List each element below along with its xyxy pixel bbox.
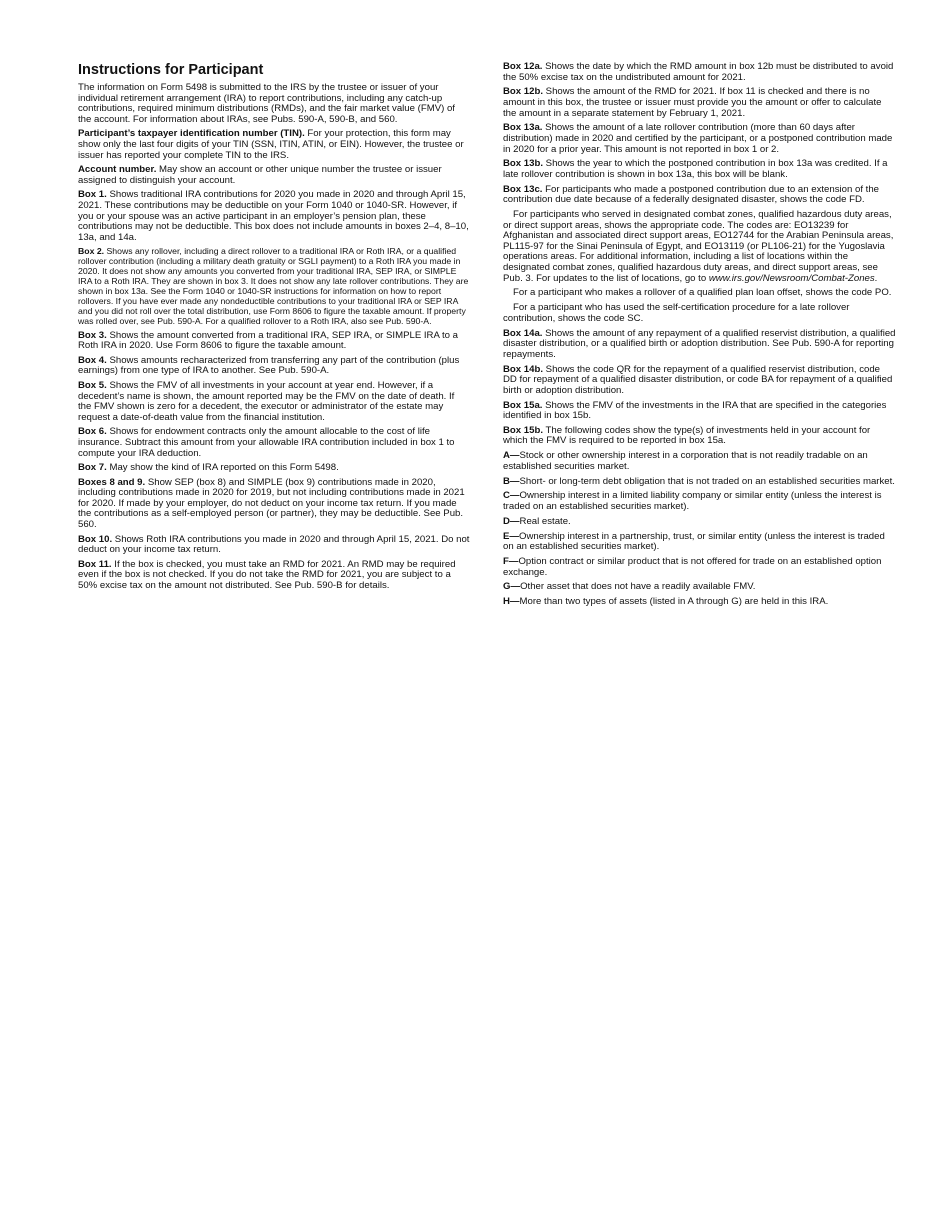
box-11-paragraph: Box 11. If the box is checked, you must take an RMD for 2021. An RMD may be required even if the box is not checked. If you do not take the RMD for 2021, you are subject to a 50% excise tax on the amount not distributed. See Pub. 590-B for details. (78, 558, 456, 592)
code-b-label: B— (503, 475, 520, 487)
account-number-label: Account number. (78, 164, 157, 176)
code-po-paragraph: For a participant who makes a rollover of a qualified plan loan offset, shows the code PO. (513, 287, 892, 299)
box-6-label: Box 6. (78, 426, 107, 438)
code-e-item: E—Ownership interest in a partnership, trust, or similar entity (unless the interest is traded on an established securities market). (503, 530, 885, 553)
code-b-item: B—Short- or long-term debt obligation that is not traded on an established securities market. (503, 475, 895, 487)
code-d-label: D— (503, 515, 520, 527)
box-4-paragraph: Box 4. Shows amounts recharacterized from transferring any part of the contribution (plus earnings) from one type of IRA to another. See Pub. 590-A. (78, 354, 460, 377)
code-h-item: H—More than two types of assets (listed in A through G) are held in this IRA. (503, 596, 829, 608)
left-column (78, 62, 470, 596)
box-10-paragraph: Box 10. Shows Roth IRA contributions you made in 2020 and through April 15, 2021. Do not deduct on your income tax return. (78, 533, 470, 556)
box-4-label: Box 4. (78, 354, 107, 366)
box-7-paragraph: Box 7. May show the kind of IRA reported on this Form 5498. (78, 462, 339, 474)
box-1-label: Box 1. (78, 189, 107, 201)
account-number-paragraph: Account number. May show an account or other unique number the trustee or issuer assigned to distinguish your account. (78, 164, 442, 186)
code-f-item: F—Option contract or similar product that is not offered for trade on an established option exchange. (503, 555, 882, 578)
box-14a-paragraph: Box 14a. Shows the amount of any repayment of a qualified reservist distribution, a qualified disaster distribution, or a qualified birth or adoption distribution. See Pub. 590-A for reporting repayments. (503, 327, 896, 360)
box-12a-paragraph: Box 12a. Shows the date by which the RMD amount in box 12b must be distributed to avoid the 50% excise tax on the undistributed amount for 2021. (503, 61, 894, 83)
tin-label: Participant’s taxpayer identification number (TIN). (78, 128, 305, 140)
code-g-item: G—Other asset that does not have a readily available FMV. (503, 581, 756, 593)
box-15b-label: Box 15b. (503, 424, 543, 436)
code-f-label: F— (503, 555, 519, 567)
box-6-paragraph: Box 6. Shows for endowment contracts only the amount allocable to the cost of life insurance. Subtract this amount from your allowable IRA contribution included in box 1 to compute your IRA deduction. (78, 426, 455, 459)
box-14a-label: Box 14a. (503, 327, 543, 339)
tin-paragraph: Participant’s taxpayer identification number (TIN). For your protection, this form may show only the last four digits of your TIN (SSN, ITIN, ATIN, or EIN). However, the trustee or issuer has reported your complete TIN to the IRS. (78, 128, 464, 161)
box-5-label: Box 5. (78, 379, 107, 391)
box-2-label: Box 2. (78, 246, 105, 257)
box-7-label: Box 7. (78, 462, 107, 474)
box-10-label: Box 10. (78, 533, 113, 545)
box-12b-label: Box 12b. (503, 86, 543, 98)
code-sc-paragraph: For a participant who has used the self-certification procedure for a late rollover contribution, shows the code SC. (503, 302, 850, 324)
box-11-label: Box 11. (78, 558, 112, 570)
box-12b-paragraph: Box 12b. Shows the amount of the RMD for 2021. If box 11 is checked and there is no amount in this box, the trustee or issuer must provide you the amount or offer to calculate the amount in a separate statement by February 1, 2021. (503, 86, 882, 119)
box-13a-label: Box 13a. (503, 122, 543, 134)
boxes-8-9-label: Boxes 8 and 9. (78, 476, 146, 488)
combat-zones-url: www.irs.gov/Newsroom/Combat-Zones (708, 272, 875, 284)
intro-paragraph: The information on Form 5498 is submitted to the IRS by the trustee or issuer of your individual retirement arrangement (IRA) to report contributions, including any catch-up contributions, required minimum distributions (RMDs), and the fair market value (FMV) of the account. For information about IRAs, see Pubs. 590-A, 590-B, and 560. (78, 82, 455, 125)
box-13b-label: Box 13b. (503, 158, 543, 170)
code-a-label: A— (503, 450, 520, 462)
code-h-label: H— (503, 596, 520, 608)
code-a-item: A—Stock or other ownership interest in a corporation that is not readily tradable on an established securities market. (503, 450, 868, 472)
box-13a-paragraph: Box 13a. Shows the amount of a late rollover contribution (more than 60 days after distribution) made in 2020 and certified by the participant, or a postponed contribution made in 2020 for a prior year. This amount is not reported in box 1 or 2. (503, 122, 893, 155)
combat-zone-paragraph: For participants who served in designated combat zones, qualified hazardous duty areas, or direct support areas, shows the appropriate code. The codes are: EO13239 for Afghanistan and associated direct support areas, EO12744 for the Arabian Peninsula areas, PL115-97 for the Sinai Peninsula of Egypt, and EO13119 (or PL106-21) for the Yugoslavia operations areas. For additional information, including a list of locations within the designated combat zones, qualified hazardous duty areas, and direct support areas, see Pub. 3. For updates to the list of locations, go to www.irs.gov/Newsroom/Combat-Zones. (503, 209, 894, 284)
box-13c-paragraph: Box 13c. For participants who made a postponed contribution due to an extension of the contribution due date because of a federally designated disaster, shows the code FD. (503, 183, 879, 206)
box-13b-paragraph: Box 13b. Shows the year to which the postponed contribution in box 13a was credited. If a late rollover contribution is shown in box 13a, this box will be blank. (503, 158, 888, 180)
code-d-item: D—Real estate. (503, 515, 571, 527)
box-3-label: Box 3. (78, 329, 107, 341)
code-c-label: C— (503, 490, 520, 502)
box-15b-paragraph: Box 15b. The following codes show the type(s) of investments held in your account for which the FMV is required to be reported in box 15a. (503, 424, 871, 447)
box-15a-label: Box 15a. (503, 399, 543, 411)
box-1-paragraph: Box 1. Shows traditional IRA contributions for 2020 you made in 2020 and through April 15, 2021. These contributions may be deductible on your Form 1040 or 1040-SR. However, if you or your spouse was an active participant in an employer’s pension plan, these contributions may not be deductible. This box does not include amounts in boxes 2–4, 8–10, 13a, and 14a. (78, 189, 469, 243)
box-12a-label: Box 12a. (503, 61, 543, 72)
box-14b-label: Box 14b. (503, 363, 543, 375)
box-13c-label: Box 13c. (503, 183, 543, 195)
code-e-label: E— (503, 530, 519, 542)
code-c-item: C—Ownership interest in a limited liability company or similar entity (unless the interest is traded on an established securities market). (503, 490, 882, 512)
box-15a-paragraph: Box 15a. Shows the FMV of the investments in the IRA that are specified in the categories identified in box 15b. (503, 399, 887, 422)
box-3-paragraph: Box 3. Shows the amount converted from a traditional IRA, SEP IRA, or SIMPLE IRA to a Roth IRA in 2020. Use Form 8606 to figure the taxable amount. (78, 329, 459, 352)
box-14b-paragraph: Box 14b. Shows the code QR for the repayment of a qualified reservist distribution, code DD for repayment of a qualified disaster distribution, or code BA for repayment of a qualified birth or adoption distribution. (503, 363, 893, 396)
boxes-8-9-paragraph: Boxes 8 and 9. Show SEP (box 8) and SIMPLE (box 9) contributions made in 2020, including contributions made in 2020 for 2019, but not including contributions made in 2021 for 2020. If made by your employer, do not deduct on your income tax return. If you made the contributions as a self-employed person (or partner), they may be deductible. See Pub. 560. (78, 476, 465, 531)
box-2-paragraph: Box 2. Shows any rollover, including a direct rollover to a traditional IRA or Roth IRA, or a qualified rollover contribution (including a military death gratuity or SGLI payment) to a Roth IRA you made in 2020. It does not show any amounts you converted from your traditional IRA, SEP IRA, or SIMPLE IRA to a Roth IRA. They are shown in box 3. It does not show any late rollover contributions. They are shown in box 13a. See the Form 1040 or 1040-SR instructions for information on how to report rollovers. If you have ever made any nondeductible contributions to your traditional IRA or SEP IRA and you did not roll over the total distribution, use Form 8606 to figure the taxable amount. If property was rolled over, see Pub. 590-A. For a qualified rollover to a Roth IRA, also see Pub. 590-A. (78, 246, 469, 326)
page-title: Instructions for Participant (78, 62, 264, 78)
right-column (503, 62, 896, 612)
code-g-label: G— (503, 581, 521, 593)
box-5-paragraph: Box 5. Shows the FMV of all investments in your account at year end. However, if a decedent’s name is shown, the amount reported may be the FMV on the date of death. If the FMV shown is zero for a decedent, the executor or administrator of the estate may request a date-of-death value from the financial institution. (78, 379, 455, 423)
